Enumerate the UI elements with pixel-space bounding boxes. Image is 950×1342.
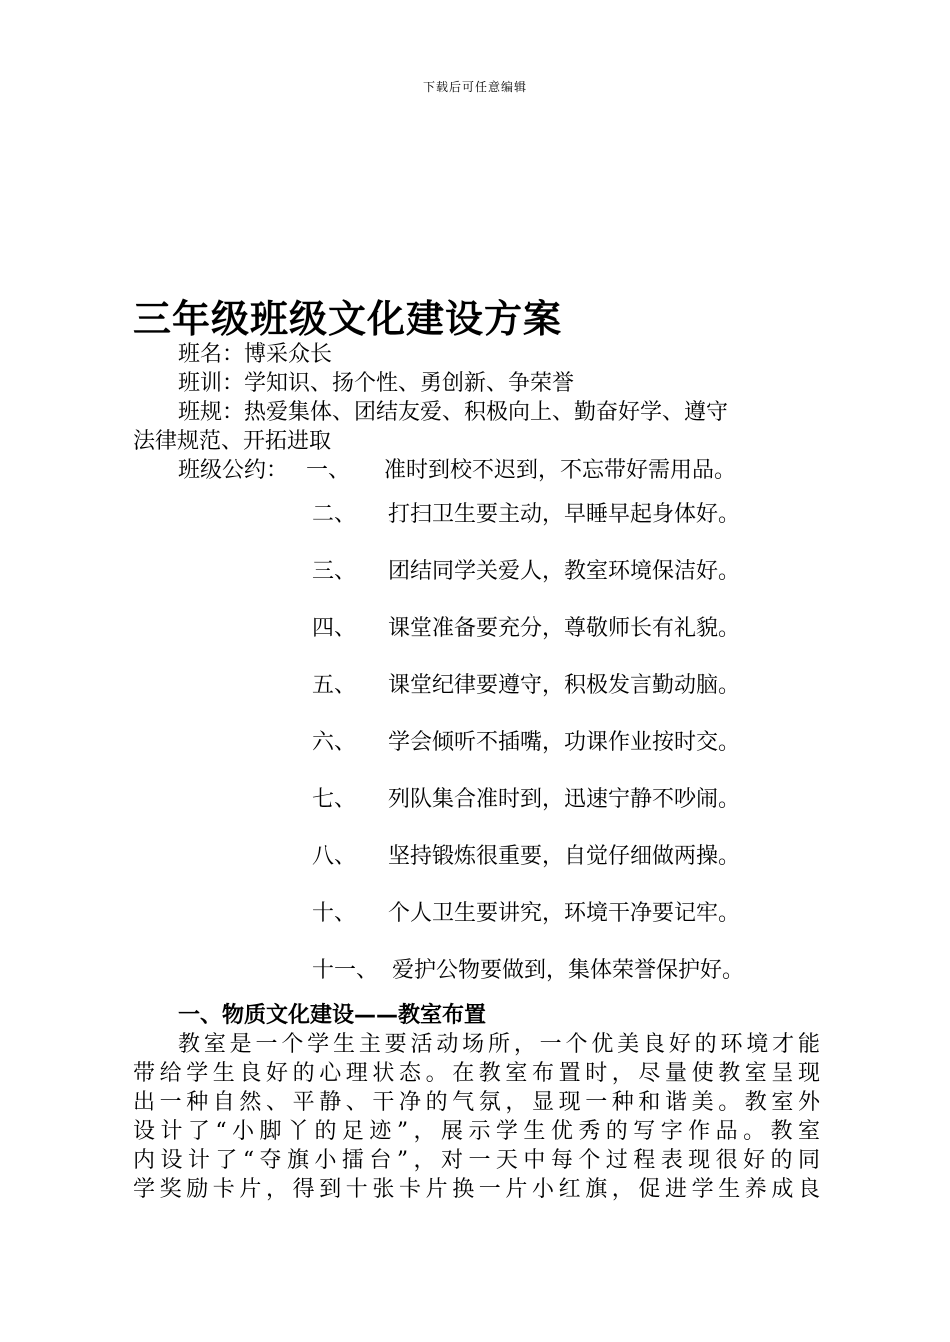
body-paragraph-line: 出一种自然、平静、干净的气氛，显现一种和谐美。教室外 — [133, 1090, 820, 1115]
pact-item-number: 一、 — [306, 458, 351, 483]
class-name-line: 班名：博采众长 — [178, 342, 333, 367]
pact-item-number: 二、 — [312, 502, 357, 527]
class-pact-label: 班级公约： — [178, 458, 289, 483]
pact-item-number: 十一、 — [312, 958, 379, 983]
document-title: 三年级班级文化建设方案 — [133, 297, 563, 341]
pact-item-text: 个人卫生要讲究，环境干净要记牢。 — [388, 901, 741, 926]
page-header-note: 下载后可任意编辑 — [422, 80, 527, 94]
body-paragraph-line: 设计了“小脚丫的足迹”，展示学生优秀的写字作品。教室 — [133, 1119, 820, 1144]
pact-item-text: 坚持锻炼很重要，自觉仔细做两操。 — [388, 844, 741, 869]
pact-item-text: 打扫卫生要主动，早睡早起身体好。 — [388, 502, 741, 527]
body-paragraph-line: 内设计了“夺旗小擂台”，对一天中每个过程表现很好的同 — [133, 1148, 820, 1173]
class-motto-line: 班训：学知识、扬个性、勇创新、争荣誉 — [178, 371, 575, 396]
pact-item-number: 四、 — [312, 616, 357, 641]
body-paragraph-line: 教室是一个学生主要活动场所，一个优美良好的环境才能 — [178, 1032, 820, 1057]
pact-item-number: 七、 — [312, 787, 357, 812]
pact-item-number: 六、 — [312, 730, 357, 755]
pact-item-number: 十、 — [312, 901, 357, 926]
pact-item-text: 课堂纪律要遵守，积极发言勤动脑。 — [388, 673, 741, 698]
class-rules-line-1: 班规：热爱集体、团结友爱、积极向上、勤奋好学、遵守 — [178, 400, 729, 425]
pact-item-text: 爱护公物要做到，集体荣誉保护好。 — [392, 958, 745, 983]
class-rules-line-2: 法律规范、开拓进取 — [133, 429, 332, 454]
pact-item-text: 列队集合准时到，迅速宁静不吵闹。 — [388, 787, 741, 812]
pact-item-text: 团结同学关爱人，教室环境保洁好。 — [388, 559, 741, 584]
body-paragraph-line: 学奖励卡片，得到十张卡片换一片小红旗，促进学生养成良 — [133, 1177, 820, 1202]
body-paragraph-line: 带给学生良好的心理状态。在教室布置时，尽量使教室呈现 — [133, 1061, 820, 1086]
pact-item-text: 学会倾听不插嘴，功课作业按时交。 — [388, 730, 741, 755]
pact-item-number: 三、 — [312, 559, 357, 584]
pact-item-text: 课堂准备要充分，尊敬师长有礼貌。 — [388, 616, 741, 641]
pact-item-number: 五、 — [312, 673, 357, 698]
section-heading: 一、物质文化建设——教室布置 — [178, 1003, 487, 1028]
pact-item-text: 准时到校不迟到，不忘带好需用品。 — [384, 458, 737, 483]
pact-item-number: 八、 — [312, 844, 357, 869]
